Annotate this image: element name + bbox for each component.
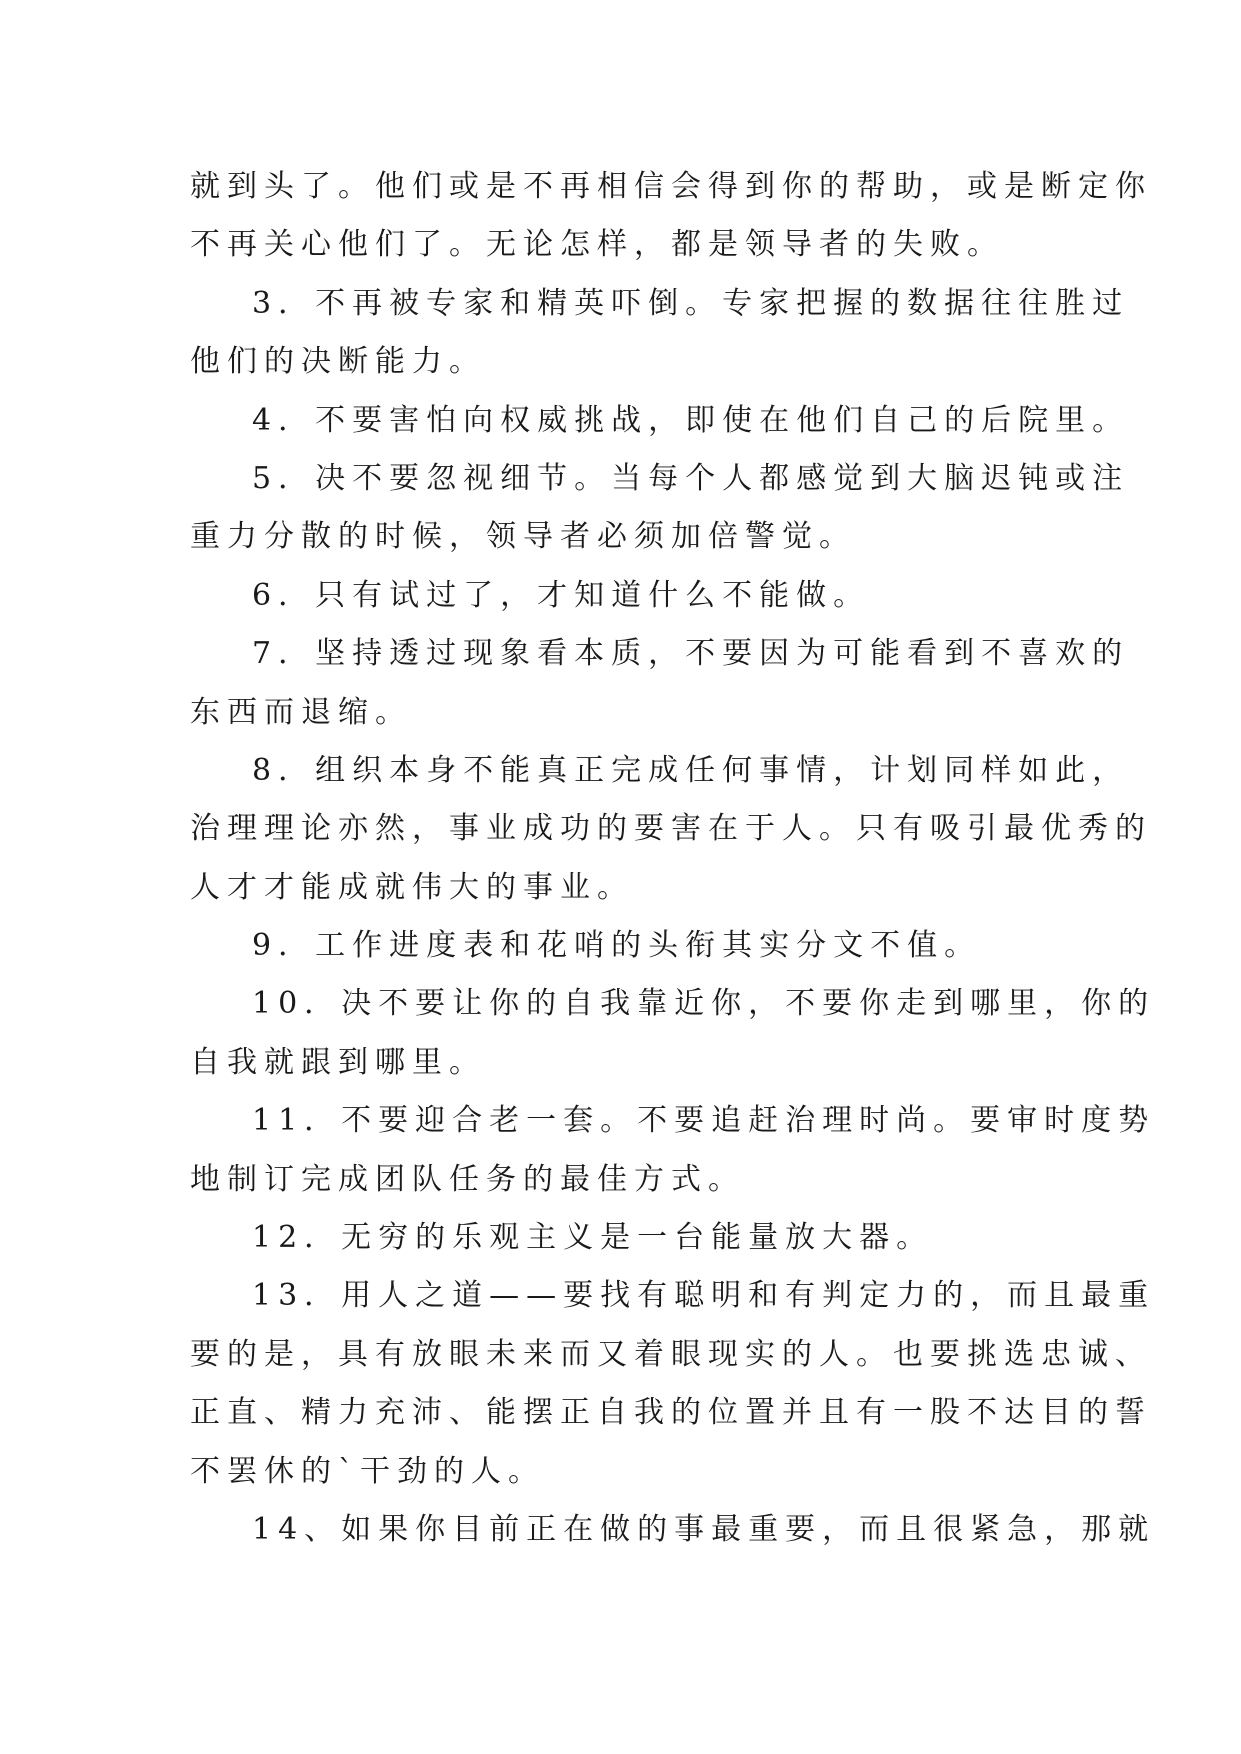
text-line: 就到头了。他们或是不再相信会得到你的帮助，或是断定你 (190, 169, 1152, 204)
text-line: 4．不要害怕向权威挑战，即使在他们自己的后院里。 (252, 402, 1130, 438)
text-line: 自我就跟到哪里。 (190, 1044, 486, 1080)
text-line: 12．无穷的乐观主义是一台能量放大器。 (252, 1220, 934, 1256)
text-line: 重力分散的时候，领导者必须加倍警觉。 (190, 519, 856, 555)
text-line: 13．用人之道——要找有聪明和有判定力的，而且最重 (252, 1278, 1156, 1314)
document-body (190, 158, 1156, 1559)
text-line: 要的是，具有放眼未来而又着眼现实的人。也要挑选忠诚、 (190, 1336, 1152, 1372)
text-line: 6．只有试过了，才知道什么不能做。 (252, 577, 871, 613)
text-line: 不再关心他们了。无论怎样，都是领导者的失败。 (190, 227, 1004, 263)
text-line: 人才才能成就伟大的事业。 (190, 869, 634, 905)
text-line: 治理理论亦然，事业成功的要害在于人。只有吸引最优秀的 (190, 811, 1152, 847)
text-line: 11．不要迎合老一套。不要追赶治理时尚。要审时度势 (252, 1103, 1156, 1139)
text-line: 14、如果你目前正在做的事最重要，而且很紧急，那就 (252, 1511, 1156, 1547)
text-line: 5．决不要忽视细节。当每个人都感觉到大脑迟钝或注 (252, 460, 1130, 496)
text-line: 正直、精力充沛、能摆正自我的位置并且有一股不达目的誓 (190, 1395, 1152, 1431)
text-line: 9．工作进度表和花哨的头衔其实分文不值。 (252, 928, 982, 964)
text-line: 他们的决断能力。 (190, 344, 486, 380)
text-line: 3．不再被专家和精英吓倒。专家把握的数据往往胜过 (252, 285, 1130, 321)
text-line: 8．组织本身不能真正完成任何事情，计划同样如此， (252, 752, 1130, 788)
text-line: 不罢休的`干劲的人。 (190, 1453, 545, 1489)
text-line: 东西而退缩。 (190, 694, 412, 730)
text-line: 地制订完成团队任务的最佳方式。 (190, 1161, 745, 1197)
text-line: 7．坚持透过现象看本质，不要因为可能看到不喜欢的 (252, 636, 1130, 672)
text-line: 10．决不要让你的自我靠近你，不要你走到哪里，你的 (252, 986, 1156, 1022)
